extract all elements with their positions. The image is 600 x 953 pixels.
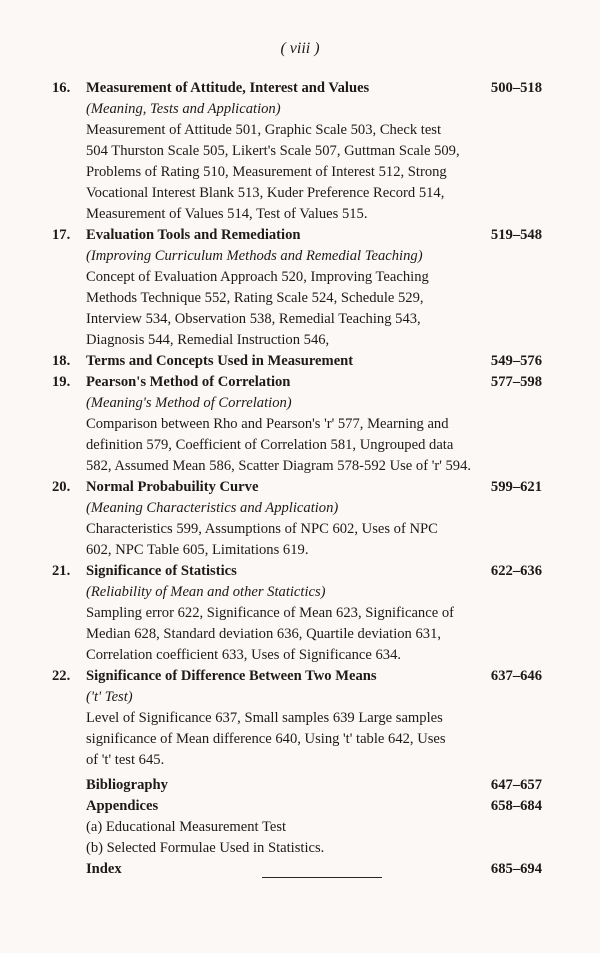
chapter-pages: 500–518 — [490, 80, 542, 96]
chapter-heading — [52, 372, 542, 393]
chapter-pages: 549–576 — [490, 353, 542, 369]
chapter-number: 18. — [52, 353, 71, 369]
chapter-number: 17. — [52, 227, 71, 243]
bibliography-entry — [52, 775, 542, 796]
chapter-pages: 637–646 — [490, 668, 542, 684]
chapter-number: 21. — [52, 563, 71, 579]
page-number: ( viii ) — [280, 40, 320, 57]
chapter-topic-line: Characteristics 599, Assumptions of NPC 602, Uses of NPC — [86, 521, 438, 537]
chapter-18 — [52, 351, 542, 372]
chapter-title: Pearson's Method of Correlation — [86, 374, 291, 390]
chapter-title: Normal Probabuility Curve — [86, 479, 259, 495]
chapter-subtitle: (Reliability of Mean and other Statictics) — [86, 584, 326, 600]
chapter-pages: 622–636 — [490, 563, 542, 579]
chapter-topic-line: Concept of Evaluation Approach 520, Improving Teaching — [86, 269, 429, 285]
chapter-19 — [52, 372, 542, 477]
chapter-pages: 599–621 — [490, 479, 542, 495]
chapter-subtitle: (Meaning Characteristics and Application) — [86, 500, 339, 516]
bibliography-pages: 647–657 — [490, 777, 542, 793]
chapter-topic-line: Problems of Rating 510, Measurement of Interest 512, Strong — [86, 164, 447, 180]
chapter-pages: 577–598 — [490, 374, 542, 390]
chapter-topic-line: Interview 534, Observation 538, Remedial Teaching 543, — [86, 311, 421, 327]
chapter-title: Evaluation Tools and Remediation — [86, 227, 301, 243]
chapter-title: Terms and Concepts Used in Measurement — [86, 353, 354, 369]
chapter-subtitle: (Meaning, Tests and Application) — [86, 101, 281, 117]
index-pages: 685–694 — [490, 861, 542, 877]
chapter-topic-line: 602, NPC Table 605, Limitations 619. — [86, 542, 309, 558]
chapter-20 — [52, 477, 542, 561]
chapter-topic-line: of 't' test 645. — [86, 752, 165, 768]
chapter-topic-line: Vocational Interest Blank 513, Kuder Preference Record 514, — [86, 185, 445, 201]
chapter-heading — [52, 561, 542, 582]
chapter-topic-line: significance of Mean difference 640, Using 't' table 642, Uses — [86, 731, 446, 747]
chapter-heading — [52, 78, 542, 99]
chapter-heading — [52, 351, 542, 372]
chapter-topic-line: 504 Thurston Scale 505, Likert's Scale 507, Guttman Scale 509, — [86, 143, 460, 159]
chapter-topic-line: Measurement of Attitude 501, Graphic Scale 503, Check test — [86, 122, 442, 138]
table-of-contents — [52, 78, 542, 880]
chapter-subtitle: (Improving Curriculum Methods and Remedial Teaching) — [86, 248, 423, 264]
chapter-topic-line: Methods Technique 552, Rating Scale 524, Schedule 529, — [86, 290, 424, 306]
chapter-topic-line: definition 579, Coefficient of Correlation 581, Ungrouped data — [86, 437, 454, 453]
appendices-heading — [52, 796, 542, 817]
appendix-item: (a) Educational Measurement Test — [86, 819, 287, 835]
chapter-topic-line: Sampling error 622, Significance of Mean 623, Significance of — [86, 605, 454, 621]
chapter-topic-line: Correlation coefficient 633, Uses of Significance 634. — [86, 647, 402, 663]
chapter-topic-line: Diagnosis 544, Remedial Instruction 546, — [86, 332, 330, 348]
chapter-topic-line: 582, Assumed Mean 586, Scatter Diagram 578-592 Use of 'r' 594. — [86, 458, 472, 474]
chapter-subtitle: (Meaning's Method of Correlation) — [86, 395, 292, 411]
appendices-pages: 658–684 — [490, 798, 542, 814]
chapter-topic-line: Comparison between Rho and Pearson's 'r' 577, Mearning and — [86, 416, 449, 432]
chapter-21 — [52, 561, 542, 666]
chapter-heading — [52, 225, 542, 246]
chapter-title: Significance of Statistics — [86, 563, 237, 579]
chapter-subtitle: ('t' Test) — [86, 689, 133, 705]
appendices-title: Appendices — [86, 798, 159, 814]
chapter-title: Measurement of Attitude, Interest and Values — [86, 80, 370, 96]
chapter-number: 19. — [52, 374, 71, 390]
chapter-16 — [52, 78, 542, 225]
chapter-topic-line: Level of Significance 637, Small samples 639 Large samples — [86, 710, 443, 726]
closing-rule — [262, 877, 382, 878]
bibliography-heading — [52, 775, 542, 796]
chapter-17 — [52, 225, 542, 351]
chapter-number: 20. — [52, 479, 71, 495]
chapter-topic-line: Measurement of Values 514, Test of Values 515. — [86, 206, 368, 222]
appendices-entry — [52, 796, 542, 859]
appendix-item: (b) Selected Formulae Used in Statistics. — [86, 840, 325, 856]
chapter-number: 22. — [52, 668, 71, 684]
chapter-number: 16. — [52, 80, 71, 96]
chapter-heading — [52, 477, 542, 498]
chapter-pages: 519–548 — [490, 227, 542, 243]
bibliography-title: Bibliography — [86, 777, 168, 793]
index-title: Index — [86, 861, 122, 877]
chapter-22 — [52, 666, 542, 771]
chapter-topic-line: Median 628, Standard deviation 636, Quartile deviation 631, — [86, 626, 442, 642]
chapter-heading — [52, 666, 542, 687]
chapter-title: Significance of Difference Between Two Means — [86, 668, 377, 684]
